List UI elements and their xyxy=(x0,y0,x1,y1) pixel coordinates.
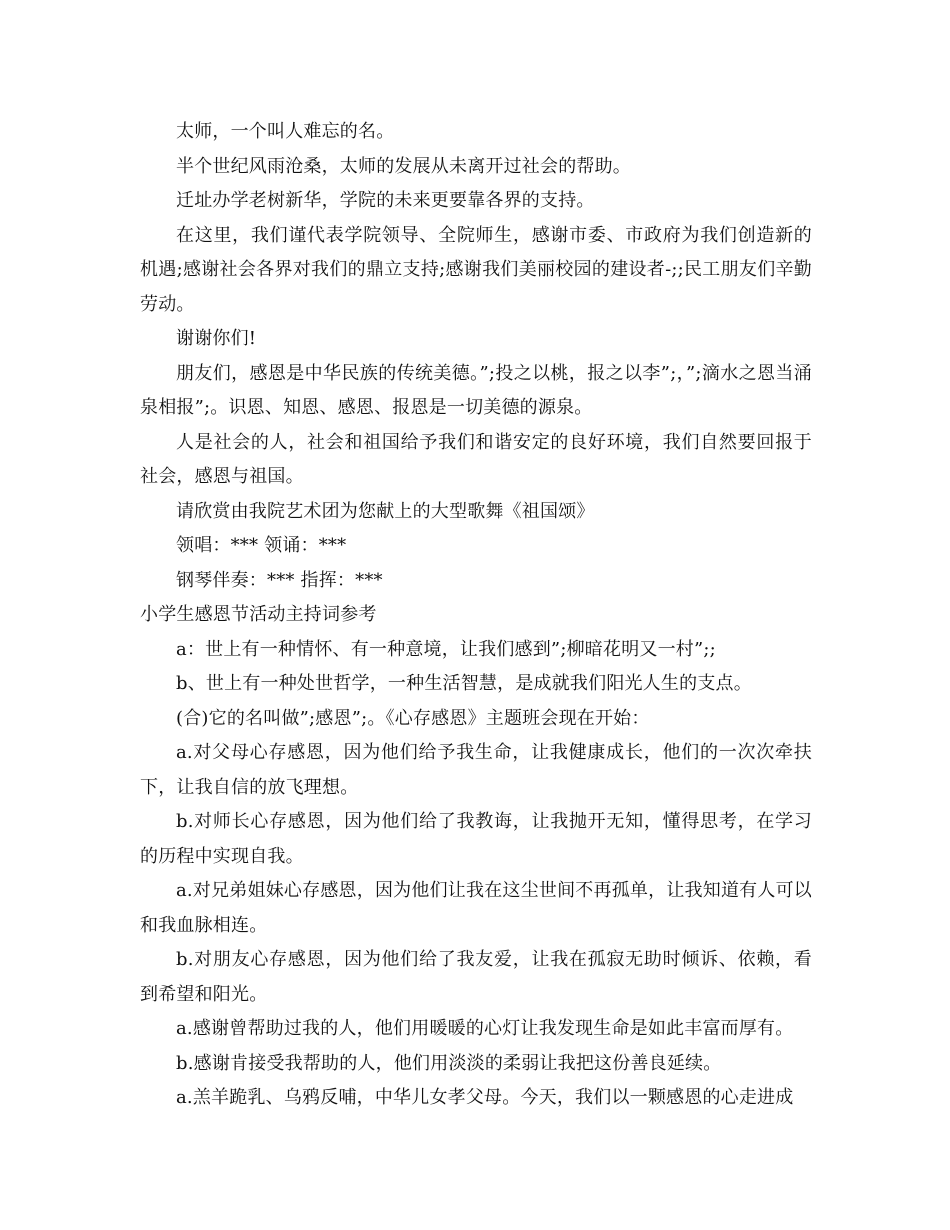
paragraph: a：世上有一种情怀、有一种意境，让我们感到”;柳暗花明又一村”;; xyxy=(176,638,716,660)
paragraph: 钢琴伴奏：*** 指挥：*** xyxy=(176,569,383,591)
paragraph: 半个世纪风雨沧桑，太师的发展从未离开过社会的帮助。 xyxy=(176,155,631,177)
paragraph: 领唱：*** 领诵：*** xyxy=(176,535,347,556)
paragraph: b.感谢肯接受我帮助的人，他们用淡淡的柔弱让我把这份善良延续。 xyxy=(176,1052,722,1074)
paragraph: 请欣赏由我院艺术团为您献上的大型歌舞《祖国颂》 xyxy=(176,500,595,522)
section-heading: 小学生感恩节活动主持词参考 xyxy=(140,604,377,625)
document-body xyxy=(140,115,812,1116)
paragraph: b.对师长心存感恩，因为他们给了我教诲，让我抛开无知，懂得思考，在学习的历程中实现自我。 xyxy=(140,811,812,867)
paragraph: 朋友们，感恩是中华民族的传统美德。”;投之以桃，报之以李”;，”;滴水之恩当涌泉相报”;。识恩、知恩、感恩、报恩是一切美德的源泉。 xyxy=(140,362,812,418)
paragraph: 太师，一个叫人难忘的名。 xyxy=(176,121,395,142)
paragraph: 人是社会的人，社会和祖国给予我们和谐安定的良好环境，我们自然要回报于社会，感恩与祖国。 xyxy=(140,431,812,487)
paragraph: (合)它的名叫做”;感恩”;。《心存感恩》主题班会现在开始： xyxy=(176,707,650,729)
paragraph: 迁址办学老树新华，学院的未来更要靠各界的支持。 xyxy=(176,190,595,211)
paragraph: a.羔羊跪乳、乌鸦反哺，中华儿女孝父母。今天，我们以一颗感恩的心走进成 xyxy=(176,1087,794,1108)
paragraph: a.对父母心存感恩，因为他们给予我生命，让我健康成长，他们的一次次牵扶下，让我自信的放飞理想。 xyxy=(140,742,812,798)
paragraph: 谢谢你们! xyxy=(176,328,257,349)
paragraph: a.对兄弟姐妹心存感恩，因为他们让我在这尘世间不再孤单，让我知道有人可以和我血脉相连。 xyxy=(140,880,812,936)
paragraph: b、世上有一种处世哲学，一种生活智慧，是成就我们阳光人生的支点。 xyxy=(176,673,752,694)
paragraph: a.感谢曾帮助过我的人，他们用暖暖的心灯让我发现生命是如此丰富而厚有。 xyxy=(176,1018,794,1039)
paragraph: 在这里，我们谨代表学院领导、全院师生，感谢市委、市政府为我们创造新的机遇;感谢社会各界对我们的鼎立支持;感谢我们美丽校园的建设者-;;民工朋友们辛勤劳动。 xyxy=(140,224,812,315)
paragraph: b.对朋友心存感恩，因为他们给了我友爱，让我在孤寂无助时倾诉、依赖，看到希望和阳光。 xyxy=(140,949,812,1005)
